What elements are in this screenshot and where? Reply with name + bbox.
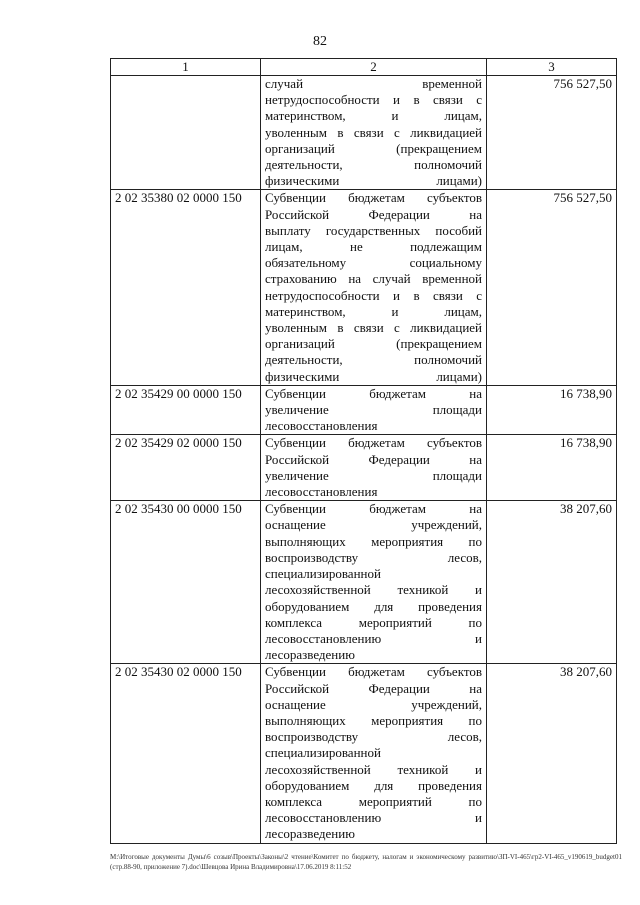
description-line: лесовосстановления <box>265 484 378 500</box>
table-header-row <box>111 59 617 76</box>
budget-code-cell <box>111 76 261 190</box>
amount-cell: 16 738,90 <box>487 435 617 501</box>
description-line: лесоразведению <box>265 826 355 842</box>
description-line: материнством, и лицам, <box>265 108 482 124</box>
description-line: нетрудоспособности и в связи с <box>265 287 482 303</box>
description-line: Субвенции бюджетам субъектов <box>265 435 482 451</box>
description-line: лесовосстановления <box>265 418 378 434</box>
description-cell <box>261 190 487 385</box>
budget-code-cell: 2 02 35429 00 0000 150 <box>111 385 261 435</box>
description-line: специализированной <box>265 566 381 582</box>
description-line: обязательному социальному <box>265 255 482 271</box>
page-number: 82 <box>313 34 327 49</box>
table-row <box>111 76 617 190</box>
description-line: лесохозяйственной техникой и <box>265 582 482 598</box>
description-line: лесоразведению <box>265 647 355 663</box>
description-line: деятельности, полномочий <box>265 352 482 368</box>
description-line: оборудованием для проведения <box>265 598 482 614</box>
budget-code-cell: 2 02 35430 02 0000 150 <box>111 664 261 843</box>
description-line: физическими лицами) <box>265 368 482 384</box>
description-line: деятельности, полномочий <box>265 157 482 173</box>
budget-code-cell: 2 02 35380 02 0000 150 <box>111 190 261 385</box>
table-row <box>111 664 617 843</box>
description-line: оборудованием для проведения <box>265 777 482 793</box>
description-line: воспроизводству лесов, <box>265 729 482 745</box>
description-line: уволенным в связи с ликвидацией <box>265 320 482 336</box>
description-line: Субвенции бюджетам на <box>265 385 482 401</box>
description-line: выплату государственных пособий <box>265 222 482 238</box>
description-line: Субвенции бюджетам на <box>265 501 482 517</box>
description-line: воспроизводству лесов, <box>265 549 482 565</box>
description-line: лесовосстановлению и <box>265 630 482 646</box>
table-body <box>111 76 617 844</box>
description-line: организаций (прекращением <box>265 140 482 156</box>
description-line: комплекса мероприятий по <box>265 793 482 809</box>
description-cell <box>261 435 487 501</box>
budget-code-cell: 2 02 35430 00 0000 150 <box>111 501 261 664</box>
description-cell <box>261 501 487 664</box>
description-line: Российской Федерации на <box>265 206 482 222</box>
table-row <box>111 435 617 501</box>
description-line: лесохозяйственной техникой и <box>265 761 482 777</box>
description-cell <box>261 76 487 190</box>
description-line: выполняющих мероприятия по <box>265 533 482 549</box>
description-line: увеличение площади <box>265 402 482 418</box>
amount-cell: 16 738,90 <box>487 385 617 435</box>
budget-table <box>110 58 617 844</box>
description-line: уволенным в связи с ликвидацией <box>265 124 482 140</box>
amount-cell: 38 207,60 <box>487 664 617 843</box>
description-line: лесовосстановлению и <box>265 810 482 826</box>
description-line: оснащение учреждений, <box>265 517 482 533</box>
amount-cell: 38 207,60 <box>487 501 617 664</box>
description-cell <box>261 664 487 843</box>
description-line: лицам, не подлежащим <box>265 239 482 255</box>
description-line: комплекса мероприятий по <box>265 614 482 630</box>
description-line: Субвенции бюджетам субъектов <box>265 664 482 680</box>
description-line: случай временной <box>265 76 482 91</box>
column-header-amount: 3 <box>487 59 617 76</box>
column-header-code: 1 <box>111 59 261 76</box>
description-cell <box>261 385 487 435</box>
amount-cell: 756 527,50 <box>487 190 617 385</box>
description-line: материнством, и лицам, <box>265 303 482 319</box>
description-line: нетрудоспособности и в связи с <box>265 92 482 108</box>
description-line: оснащение учреждений, <box>265 696 482 712</box>
description-line: страхованию на случай временной <box>265 271 482 287</box>
column-header-description: 2 <box>261 59 487 76</box>
amount-cell: 756 527,50 <box>487 76 617 190</box>
description-line: выполняющих мероприятия по <box>265 712 482 728</box>
description-line: Российской Федерации на <box>265 680 482 696</box>
table-row <box>111 385 617 435</box>
budget-code-cell: 2 02 35429 02 0000 150 <box>111 435 261 501</box>
description-line: специализированной <box>265 745 381 761</box>
description-line: физическими лицами) <box>265 173 482 189</box>
table-row <box>111 501 617 664</box>
description-line: Субвенции бюджетам субъектов <box>265 190 482 206</box>
file-path-footer: М:\Итоговые документы Думы\6 созыв\Проекты\Законы\2 чтение\Комитет по бюджету, налогам и экономическому развитию\ЗП-VI-465\гр2-VI-465_v190619_budget01 (стр.88-90, приложение 7).doc\Шевцова Ирина Владимировна\17.06.2019 8:11:52 <box>110 853 622 871</box>
description-line: организаций (прекращением <box>265 336 482 352</box>
description-line: увеличение площади <box>265 467 482 483</box>
table-row <box>111 190 617 385</box>
description-line: Российской Федерации на <box>265 451 482 467</box>
